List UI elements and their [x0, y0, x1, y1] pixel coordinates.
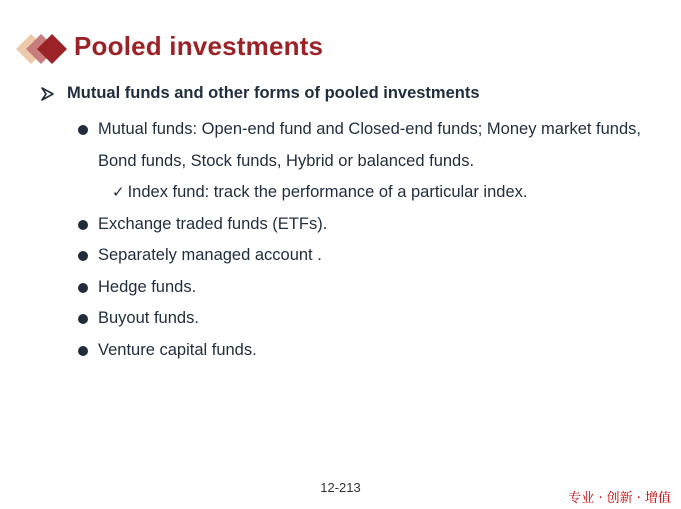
- section-heading: Mutual funds and other forms of pooled investments: [67, 84, 480, 102]
- diamond-logo-icon: [14, 32, 70, 66]
- bullet-list: [78, 114, 648, 366]
- list-item: [78, 272, 648, 304]
- arrowhead-icon: [40, 87, 54, 101]
- list-item: [78, 303, 648, 335]
- sub-list-item-text: Index fund: track the performance of a particular index.: [127, 183, 528, 201]
- bullet-dot-icon: [78, 125, 88, 135]
- list-item: [78, 114, 648, 177]
- sub-list-item: [112, 177, 648, 209]
- list-item-text: Venture capital funds.: [98, 340, 257, 359]
- page-number: 12-213: [320, 480, 361, 495]
- bullet-dot-icon: [78, 283, 88, 293]
- bullet-dot-icon: [78, 314, 88, 324]
- slide-title: Pooled investments: [74, 31, 324, 61]
- bullet-dot-icon: [78, 220, 88, 230]
- list-item: [78, 240, 648, 272]
- bullet-dot-icon: [78, 251, 88, 261]
- list-item: [78, 209, 648, 241]
- section-heading-row: [40, 84, 480, 103]
- bullet-dot-icon: [78, 346, 88, 356]
- list-item-text: Separately managed account .: [98, 246, 322, 264]
- checkmark-icon: ✓: [112, 183, 125, 201]
- list-item-text: Exchange traded funds (ETFs).: [98, 214, 328, 233]
- list-item-text: Buyout funds.: [98, 309, 199, 327]
- list-item: [78, 335, 648, 367]
- list-item-text: Hedge funds.: [98, 277, 197, 296]
- footer-slogan: 专业 · 创新 · 增值: [568, 491, 671, 506]
- list-item-text: Mutual funds: Open-end fund and Closed-end funds; Money market funds, Bond funds, Stock funds, Hybrid or balanced funds.: [98, 120, 641, 170]
